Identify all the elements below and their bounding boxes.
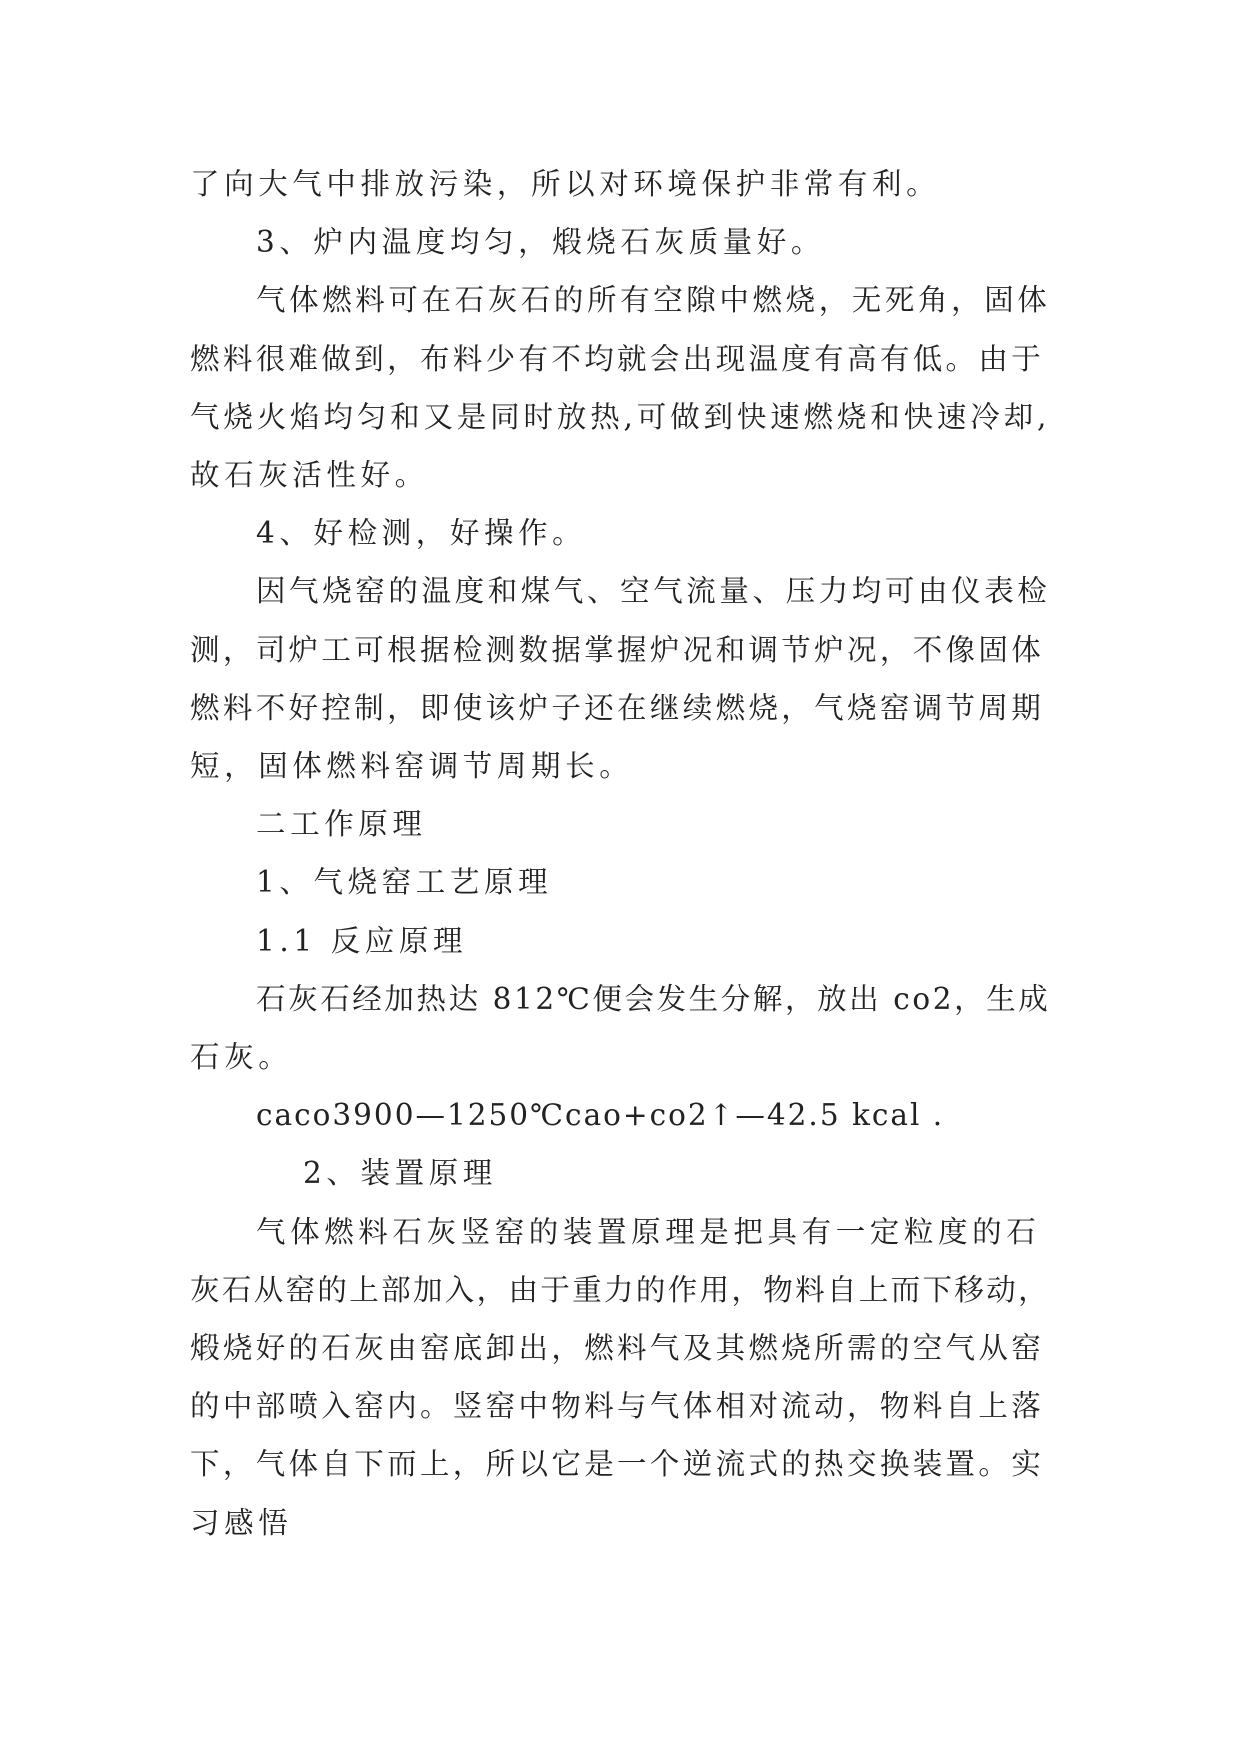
chemical-formula: caco3900—1250℃cao+co2↑—42.5 kcal . [256,1098,945,1133]
text-line: 石灰。 [190,1040,293,1075]
text-line: 煅烧好的石灰由窑底卸出，燃料气及其燃烧所需的空气从窑 [190,1331,1045,1366]
text-line: 的中部喷入窑内。竖窑中物料与气体相对流动，物料自上落 [190,1389,1045,1424]
text-line: 短，固体燃料窑调节周期长。 [190,749,634,784]
text-line: 下，气体自下而上，所以它是一个逆流式的热交换装置。实 [190,1447,1045,1482]
section-heading: 二工作原理 [256,807,427,842]
section-heading: 1、气烧窑工艺原理 [256,865,553,900]
text-line: 因气烧窑的温度和煤气、空气流量、压力均可由仪表检 [256,574,1051,609]
text-line: 故石灰活性好。 [190,458,429,493]
section-heading: 2、装置原理 [303,1156,497,1191]
text-line: 测，司炉工可根据检测数据掌握炉况和调节炉况，不像固体 [190,632,1045,667]
text-line: 了向大气中排放污染，所以对环境保护非常有利。 [190,167,941,201]
text-line: 燃料很难做到，布料少有不均就会出现温度有高有低。由于 [190,341,1045,376]
text-line: 习感悟 [190,1505,293,1540]
text-line: 气体燃料可在石灰石的所有空隙中燃烧，无死角，固体 [256,283,1051,318]
text-line: 石灰石经加热达 812℃便会发生分解，放出 co2，生成 [256,981,1051,1016]
document-body [190,155,1050,1552]
section-heading: 3、炉内温度均匀，煅烧石灰质量好。 [256,225,825,260]
text-line: 气烧火焰均匀和又是同时放热,可做到快速燃烧和快速冷却, [190,399,1051,434]
section-heading: 4、好检测，好操作。 [256,516,587,551]
text-line: 燃料不好控制，即使该炉子还在继续燃烧，气烧窑调节周期 [190,690,1045,725]
text-line: 灰石从窑的上部加入，由于重力的作用，物料自上而下移动， [190,1272,1050,1307]
text-line: 气体燃料石灰竖窑的装置原理是把具有一定粒度的石 [256,1214,1041,1249]
section-heading: 1.1 反应原理 [256,923,468,958]
